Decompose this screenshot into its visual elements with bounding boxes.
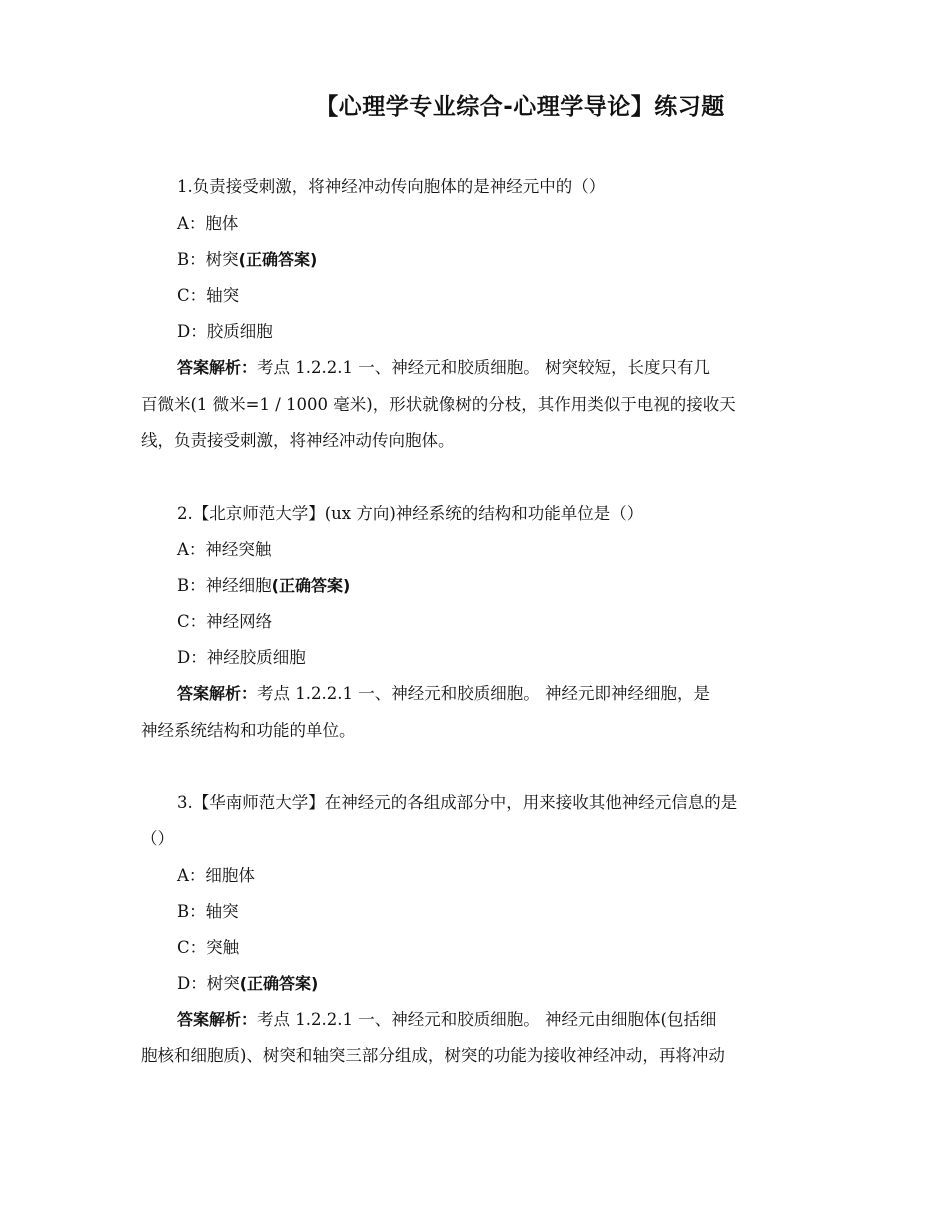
question-1-analysis-line-3: 线，负责接受刺激，将神经冲动传向胞体。 bbox=[141, 431, 455, 450]
option-text: D：神经胶质细胞 bbox=[177, 648, 306, 667]
question-2-stem: 2.【北京师范大学】(ux 方向)神经系统的结构和功能单位是（） bbox=[177, 504, 644, 523]
question-1-analysis-line-2: 百微米(1 微米=1 / 1000 毫米)，形状就像树的分枝，其作用类似于电视的接收天 bbox=[141, 395, 736, 414]
option-text: C：神经网络 bbox=[177, 612, 273, 631]
question-3-option-b bbox=[177, 900, 239, 924]
option-text: A：胞体 bbox=[177, 214, 239, 233]
question-2-analysis-line-2: 神经系统结构和功能的单位。 bbox=[141, 721, 356, 740]
option-text: D：胶质细胞 bbox=[177, 322, 273, 341]
question-3-option-c bbox=[177, 936, 239, 960]
correct-answer-mark: (正确答案) bbox=[238, 250, 318, 269]
option-text: C：突触 bbox=[177, 938, 240, 957]
question-1-option-c bbox=[177, 284, 239, 308]
option-text: A：细胞体 bbox=[177, 866, 255, 885]
analysis-text: 考点 1.2.2.1 一、神经元和胶质细胞。 树突较短，长度只有几 bbox=[257, 358, 710, 377]
analysis-label: 答案解析： bbox=[177, 684, 258, 703]
option-text: B：树突 bbox=[177, 250, 239, 269]
option-text: B：轴突 bbox=[177, 902, 239, 921]
question-3-analysis bbox=[177, 1008, 716, 1032]
question-1-option-a bbox=[177, 212, 238, 236]
question-3-option-d bbox=[177, 972, 318, 996]
analysis-text: 考点 1.2.2.1 一、神经元和胶质细胞。 神经元即神经细胞，是 bbox=[257, 684, 710, 703]
option-text: B：神经细胞 bbox=[177, 576, 272, 595]
option-text: C：轴突 bbox=[177, 286, 240, 305]
question-3-analysis-line-2: 胞核和细胞质)、树突和轴突三部分组成，树突的功能为接收神经冲动，再将冲动 bbox=[141, 1046, 725, 1065]
question-2-analysis bbox=[177, 682, 710, 706]
analysis-text: 考点 1.2.2.1 一、神经元和胶质细胞。 神经元由细胞体(包括细 bbox=[257, 1010, 717, 1029]
question-3-option-a bbox=[177, 864, 255, 888]
question-3-stem: 3.【华南师范大学】在神经元的各组成部分中，用来接收其他神经元信息的是 bbox=[177, 793, 738, 812]
question-1-option-b bbox=[177, 248, 317, 272]
option-text: D：树突 bbox=[177, 974, 240, 993]
option-text: A：神经突触 bbox=[177, 540, 272, 559]
correct-answer-mark: (正确答案) bbox=[271, 576, 351, 595]
question-1-stem: 1.负责接受刺激，将神经冲动传向胞体的是神经元中的（） bbox=[177, 177, 606, 196]
analysis-label: 答案解析： bbox=[177, 358, 258, 377]
page-title bbox=[0, 92, 950, 122]
question-1-analysis bbox=[177, 356, 710, 380]
title-text: 【心理学专业综合-心理学导论】练习题 bbox=[315, 94, 725, 120]
question-2-option-c bbox=[177, 610, 272, 634]
question-3-stem-continuation: （） bbox=[141, 829, 174, 848]
question-1-option-d bbox=[177, 320, 273, 344]
analysis-label: 答案解析： bbox=[177, 1010, 258, 1029]
question-2-option-d bbox=[177, 646, 306, 670]
question-2-option-b bbox=[177, 574, 350, 598]
correct-answer-mark: (正确答案) bbox=[239, 974, 319, 993]
question-2-option-a bbox=[177, 538, 271, 562]
